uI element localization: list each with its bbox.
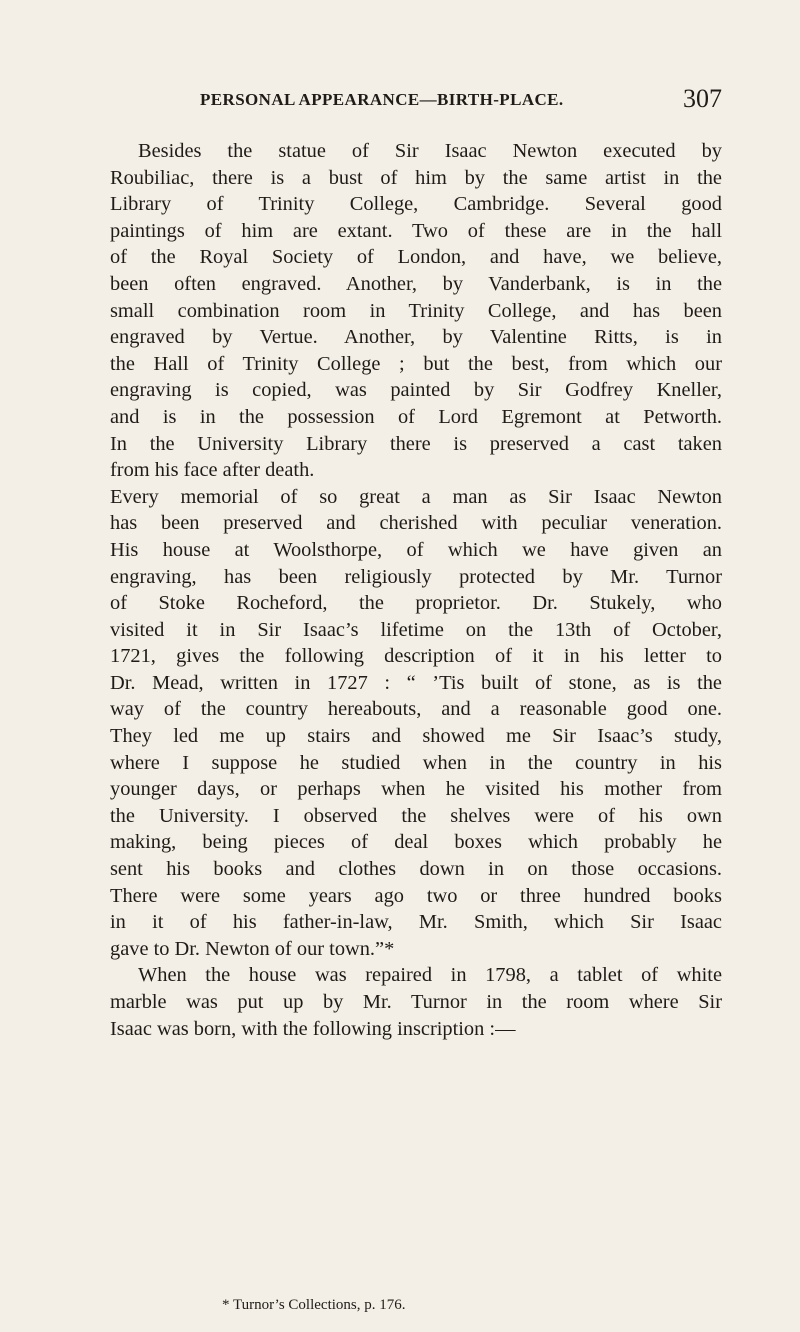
text-line: engraving, has been religiously protected by Mr. Turnor: [110, 565, 722, 588]
text-line: paintings of him are extant. Two of these are in the hall: [110, 219, 722, 242]
paragraph: [110, 484, 722, 963]
text-line: small combination room in Trinity College, and has been: [110, 299, 722, 322]
text-line: way of the country hereabouts, and a reasonable good one.: [110, 698, 722, 721]
paragraph: [110, 962, 722, 1042]
text-line: where I suppose he studied when in the country in his: [110, 751, 722, 774]
text-line: sent his books and clothes down in on those occasions.: [110, 858, 722, 881]
text-line: engraved by Vertue. Another, by Valentine Ritts, is in: [110, 326, 722, 349]
text-line: has been preserved and cherished with peculiar veneration.: [110, 512, 722, 535]
text-line: of Stoke Rocheford, the proprietor. Dr. Stukely, who: [110, 592, 722, 615]
text-line: Every memorial of so great a man as Sir Isaac Newton: [110, 485, 722, 508]
text-line: been often engraved. Another, by Vanderbank, is in the: [110, 272, 722, 295]
text-line: from his face after death.: [110, 459, 315, 482]
text-line: In the University Library there is preserved a cast taken: [110, 432, 722, 455]
body-text: [110, 138, 722, 1042]
text-line: of the Royal Society of London, and have, we believe,: [110, 246, 722, 269]
text-line: Library of Trinity College, Cambridge. Several good: [110, 193, 722, 216]
text-line: visited it in Sir Isaac’s lifetime on the 13th of October,: [110, 618, 722, 641]
text-line: and is in the possession of Lord Egremont at Petworth.: [110, 405, 722, 428]
text-line: younger days, or perhaps when he visited his mother from: [110, 778, 722, 801]
text-line: His house at Woolsthorpe, of which we have given an: [110, 538, 722, 561]
text-line: Roubiliac, there is a bust of him by the same artist in the: [110, 166, 722, 189]
running-title: PERSONAL APPEARANCE—BIRTH-PLACE.: [200, 90, 564, 109]
text-line: Isaac was born, with the following inscription :—: [110, 1017, 516, 1040]
text-line: gave to Dr. Newton of our town.”*: [110, 937, 395, 960]
page-number: 307: [683, 84, 722, 113]
text-line: engraving is copied, was painted by Sir Godfrey Kneller,: [110, 379, 722, 402]
paragraph: [110, 138, 722, 484]
footnote: * Turnor’s Collections, p. 176.: [222, 1297, 406, 1313]
running-head: [110, 84, 722, 116]
text-line: in it of his father-in-law, Mr. Smith, which Sir Isaac: [110, 911, 722, 934]
text-line: Besides the statue of Sir Isaac Newton executed by: [138, 140, 722, 162]
text-line: 1721, gives the following description of it in his letter to: [110, 645, 722, 668]
text-line: They led me up stairs and showed me Sir Isaac’s study,: [110, 725, 722, 748]
text-line: There were some years ago two or three hundred books: [110, 884, 722, 907]
text-line: the Hall of Trinity College ; but the best, from which our: [110, 352, 722, 375]
text-line: When the house was repaired in 1798, a tablet of white: [138, 964, 722, 987]
text-line: the University. I observed the shelves were of his own: [110, 804, 722, 827]
text-line: making, being pieces of deal boxes which probably he: [110, 831, 722, 854]
text-line: Dr. Mead, written in 1727 : “ ’Tis built of stone, as is the: [110, 671, 722, 694]
text-line: marble was put up by Mr. Turnor in the room where Sir: [110, 991, 722, 1013]
